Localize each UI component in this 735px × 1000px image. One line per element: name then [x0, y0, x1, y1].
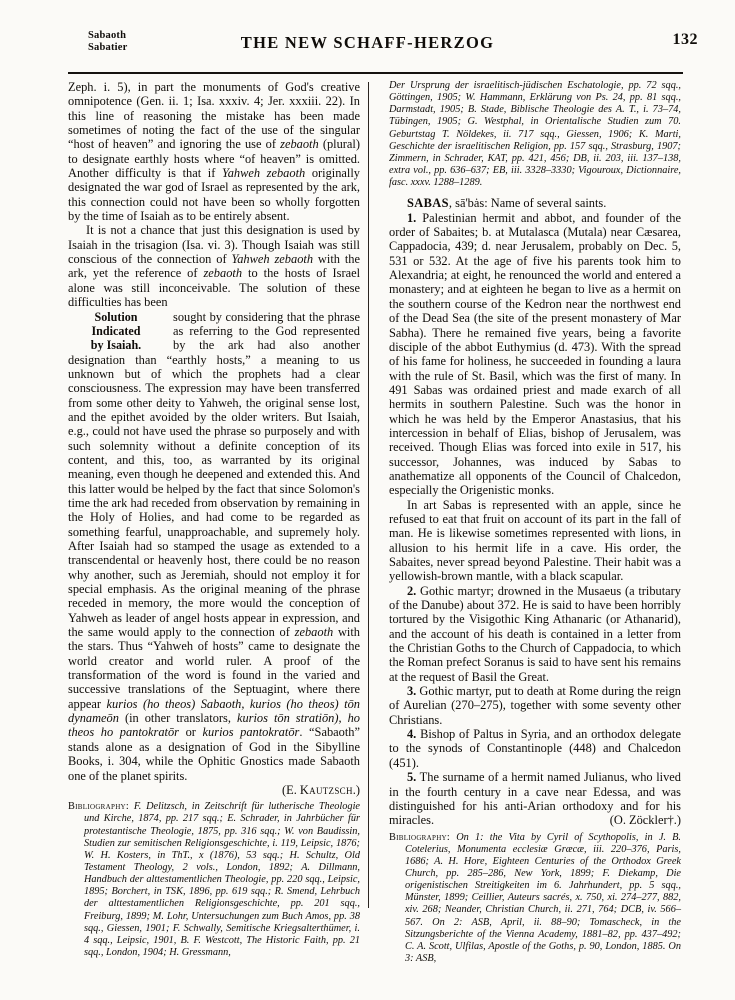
bibliography-label: Bibliography: — [68, 801, 130, 813]
entry-2 — [389, 584, 681, 684]
book-title: THE NEW SCHAFF-HERZOG — [240, 33, 495, 52]
bibliography-block — [389, 832, 681, 966]
greek-transliteration-3: kurios pantokratōr — [202, 725, 300, 740]
bibliography-entry-continued — [389, 80, 681, 189]
bibliography-block — [68, 801, 360, 959]
bibliography-entry — [68, 801, 360, 959]
text-run: Zeph. i. 5), in part the monuments of God's creative omnipotence (Gen. ii. 1; Isa. xxxiv. 4; Jer. xxxiii. 22). In this line of reasoning the mistake has been made sometimes of noting the fact of the use of the singular “host of heaven” and ignoring the use of — [68, 80, 360, 152]
sidenote-line-2: Indicated — [91, 323, 141, 338]
paragraph-with-sidenote — [68, 223, 360, 782]
entry-body: Gothic martyr; drowned in the Musaeus (a tributary of the Danube) about 372. He is said to have been horribly tortured by the Visigothic King Athanaric (or Athanarid), and the account of his death is contained in a letter from the Christian Goths to the Church of Cappadocia, to which the Roman prefect Soranus is said to have sent his remains at the request of Basil the Great. — [389, 583, 681, 684]
entry-body: Gothic martyr, put to death at Rome during the reign of Aurelian (270–275), together with some seventy other Christians. — [389, 684, 681, 727]
entry-5 — [389, 770, 681, 827]
italic-yahweh-zebaoth: Yahweh zebaoth — [221, 166, 306, 181]
paragraph-isaiah-intro — [68, 223, 360, 309]
signature-close-paren: †.) — [667, 813, 681, 828]
text-run: (plural) to designate earthly hosts where “of heaven” is omitted. Another difficulty is that if — [68, 137, 360, 181]
signature-open-paren: (E. — [282, 782, 300, 797]
author-signature — [68, 783, 360, 797]
greek-transliteration-1: kurios (ho theos) Sabaoth, kurios (ho theos) tōn dynameōn — [68, 696, 360, 726]
paragraph-continued — [68, 80, 360, 223]
two-column-body — [0, 80, 735, 985]
text-run: (in other translators, — [118, 711, 237, 726]
text-run: . “Sabaoth” stands alone as a designation of God in the Sibylline Books, i. 304, while the Ophitic Gnostics made Sabaoth one of the planet spirits. — [68, 725, 360, 783]
entry-number: 5. — [406, 770, 417, 785]
bibliography-label: Bibliography: — [389, 831, 451, 843]
sidenote-line-3: by Isaiah. — [90, 338, 142, 353]
sidenote-line-1: Solution — [94, 309, 138, 324]
text-run: It is not a chance that just this designation is used by Isaiah in the trisagion (Isa. vi. 3). Though Isaiah was still conscious of the connection of — [68, 223, 360, 267]
column-divider — [368, 82, 369, 908]
italic-zebaoth: zebaoth — [294, 625, 334, 640]
italic-zebaoth: zebaoth — [280, 137, 319, 152]
pronunciation: , sā'bȧs — [448, 196, 485, 211]
entry-4 — [389, 727, 681, 770]
left-column — [68, 80, 360, 959]
header-rule — [68, 72, 683, 74]
signature-author-name: Zöckler — [629, 813, 668, 828]
entry-sabas-headword-paragraph — [389, 196, 681, 210]
entry-body: The surname of a hermit named Julianus, who lived in the fourth century in a cave near Edessa, and was distinguished for his anti-Arian orthodoxy and for his miracles. — [389, 770, 681, 828]
entry-1-paragraph-2: In art Sabas is represented with an apple, since he refused to eat that fruit on account of its part in the fall of man. He is likewise sometimes represented with lions, in allusion to his hermit life in a cave. His order, the Sabaites, never spread beyond Palestine. Their habit was a yellowish-brown mantle, with a black scapular. — [389, 497, 681, 584]
running-head-left-line2: Sabatier — [88, 41, 128, 53]
text-run: originally designated the war god of Israel as represented by the ark, this connection could not have been so wholly forgotten by the time of Isaiah as to be entirely absent. — [68, 166, 361, 224]
right-column — [389, 80, 681, 965]
entry-number: 4. — [406, 727, 417, 742]
entry-body: Bishop of Paltus in Syria, and an orthodox delegate to the synods of Constantinople (448) and Chalcedon (451). — [389, 727, 681, 770]
bibliography-entry — [389, 832, 681, 966]
greek-transliteration-2: kurios tōn stratiōn), ho theos ho pantokratōr — [68, 711, 360, 740]
signature-close-paren: .) — [352, 782, 360, 797]
running-head-left-line1: Sabaoth — [88, 30, 127, 41]
entry-number: 2. — [406, 583, 417, 598]
bibliography-continued-block — [389, 80, 681, 189]
entry-number: 1. — [406, 210, 417, 225]
entry-body: Palestinian hermit and abbot, and founder of the order of Sabaites; b. at Mutalasca (Mutala) near Cæsarea, Cappadocia, 439; d. near Jerusalem, probably on Dec. 5, 531 or 532. At the age of five his parents took him to Alexandria; at eight, he renounced the world and entered a monastery; and at eighteen he began to live as a hermit on the southern course of the Kedron near the northwest end of the Dead Sea (the site of the present monastery of Mar Sabha). There he remained five years, being a favorite disciple of the abbot Euthymius (d. 473). With the spread of his fame for holiness, he succeeded in founding a laura with the rule of St. Basil, which was the first of many. In 491 Sabas was ordained priest and made exarch of all hermits in southern Palestine. Such was the honor in which he was held by the Emperor Anastasius, that his intercession in behalf of Elias, bishop of Jerusalem, was received. Though Elias was forced into exile in 517, his successor, Johannes, was induced by Sabas to anathematize all opponents of the Council of Chalcedon, especially the Origenistic monks. — [389, 210, 681, 498]
author-signature — [592, 813, 681, 827]
signature-author-name: Kautzsch — [299, 782, 353, 797]
bibliography-text: On 1: the Vita by Cyril of Scythopolis, in J. B. Cotelerius, Monumenta ecclesiæ Græcæ, iii. 220–376, Paris, 1686; A. H. Hore, Eighteen Centuries of the Orthodox Greek Church, pp. 285–286, New York, 1899; F. Diekamp, Die origenistischen Streitigkeiten im 6. Jahrhundert, pp. 5 sqq., Münster, 1899; Ceillier, Auteurs sacrés, x. 750, xi. 274–277, 882, xiv. 268; Neander, Christian Church, ii. 271, 764; DCB, iv. 566–567. On 2: ASB, April, ii. 88–90; Tomascheck, in the Sitzungsberichte of the Vienna Academy, 1881–82, pp. 437–492; C. A. Scott, Ulfilas, Apostle of the Goths, p. 90, London, 1885. On 3: ASB, — [404, 831, 681, 965]
entry-number: 3. — [406, 684, 417, 699]
text-run: sought by considering that the phrase as referring to the God represented by the ark had also another designation than “earthly hosts,” a meaning to us unknown but of which the prophets had a clear consciousness. The expression may have been transferred from some other deity to Yahweh, the original sense lost, and the epithet avoided by the older writers. But Isaiah, e.g., could not have used the phrase so purposely and with such solemnity without a definite conception of its content, and this, too, as warranted by its original meaning, even though he deepened and extended this. And this latter would be helped by the fact that since Solomon's time the ark had receded from observation by remaining in the Holy of Holies, and had come to be regarded as something fearful, unapproachable, and supremely holy. After Isaiah had so stamped the usage as extended to a transcendental or heavenly host, there could be no reason why another, such as Jeremiah, should not employ it for special emphasis. As the original meaning of the phrase receded in memory, the more would the conception of Yahweh as leader of angel hosts appear in expression, and the same would apply to the connection of — [68, 309, 360, 640]
marginal-sidenote — [68, 310, 164, 353]
entry-3 — [389, 684, 681, 727]
headword: SABAS — [406, 196, 449, 211]
signature-open-paren: (O. — [609, 813, 630, 828]
italic-zebaoth: zebaoth — [203, 266, 243, 281]
text-run: with the stars. Thus “Yahweh of hosts” came to designate the world creator and world ruler. A proof of the transformation of the word is found in the varied and successive translations of the Septuagint, where there appear — [68, 625, 360, 711]
bibliography-text: F. Delitzsch, in Zeitschrift für lutherische Theologie und Kirche, 1874, pp. 217 sqq.; E. Schrader, in Jahrbücher für protestantische Theologie, 1875, pp. 316 sqq.; W. von Baudissin, Studien zur semitischen Religionsgeschichte, i. 119, Leipsic, 1876; W. H. Kosters, in ThT., x (1876), 53 sqq.; H. Schultz, Old Testament Theology, 2 vols., London, 1892; A. Dillmann, Handbuch der alttestamentlichen Theologie, pp. 220 sqq., Leipsic, 1895; Borchert, in TSK, 1896, pp. 619 sqq.; R. Smend, Lehrbuch der alttestamentlichen Religionsgeschichte, pp. 201 sqq., Freiburg, 1899; M. Lohr, Untersuchungen zum Buch Amos, pp. 38 sqq., Giessen, 1901; F. Schwally, Semitische Kriegsalterthümer, i. 4 sqq., Leipsic, 1901, B. F. Westcott, The Historic Faith, pp. 21 sqq., London, 1904; H. Gressmann, — [83, 801, 360, 959]
bibliography-text: Der Ursprung der israelitisch-jüdischen Eschatologie, pp. 72 sqq., Göttingen, 1905; W. Hammann, Erklärung von Ps. 24, pp. 81 sqq., Darmstadt, 1905; B. Stade, Biblische Theologie des A. T., i. 73–74, Tübingen, 1905; G. Westphal, in Orientalische Studien zum 70. Geburtstag T. Nöldekes, ii. 717 sqq., Giessen, 1906; K. Marti, Geschichte der israelitischen Religion, pp. 157 sqq., Strasburg, 1907; Zimmern, in Schrader, KAT, pp. 421, 456; DB, ii. 203, iii. 137–138, extra vol., pp. 636–637; EB, iii. 3328–3330; Vigouroux, Dictionnaire, fasc. xxxv. 1288–1289. — [389, 80, 681, 189]
paragraph-solution-body — [68, 310, 360, 783]
text-run: or — [178, 725, 203, 740]
italic-yahweh-zebaoth: Yahweh zebaoth — [231, 252, 314, 267]
entry-1 — [389, 211, 681, 498]
running-head — [0, 30, 735, 64]
text-run: with the ark, yet the reference of — [68, 252, 360, 281]
headword-gloss: : Name of several saints. — [484, 196, 607, 211]
text-run: to the hosts of Israel alone was still inconceivable. The solution of these difficulties has been — [68, 266, 361, 310]
page-number: 132 — [672, 31, 698, 48]
